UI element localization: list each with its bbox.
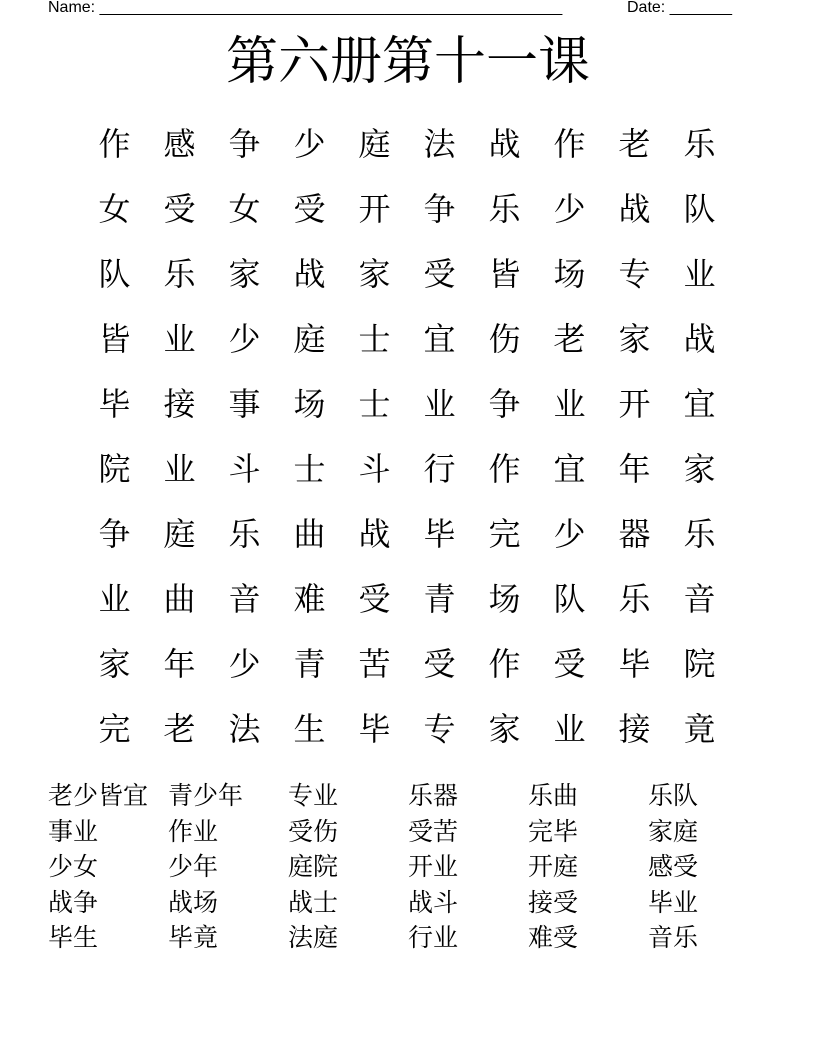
grid-character: 院 <box>98 450 131 488</box>
grid-character: 接 <box>618 710 651 748</box>
vocabulary-word: 老少皆宜 <box>48 781 149 810</box>
vocabulary-word: 家庭 <box>648 816 699 846</box>
name-line: Name: ____________________________________________________ <box>48 0 563 16</box>
grid-character: 业 <box>553 710 586 748</box>
grid-character: 作 <box>488 450 521 488</box>
grid-character: 受 <box>163 190 196 228</box>
page-title: 第六册第十一课 <box>225 32 590 92</box>
vocabulary-word: 作业 <box>168 816 219 846</box>
grid-character: 曲 <box>163 580 196 618</box>
vocabulary-word: 受苦 <box>408 816 459 846</box>
grid-character: 斗 <box>358 450 391 488</box>
vocabulary-word: 事业 <box>48 816 99 846</box>
grid-character: 少 <box>553 515 586 553</box>
grid-character: 家 <box>98 645 131 683</box>
grid-character: 乐 <box>618 580 651 618</box>
grid-character: 宜 <box>683 385 716 423</box>
vocabulary-word: 法庭 <box>288 923 339 952</box>
grid-character: 场 <box>553 255 586 293</box>
grid-character: 少 <box>228 320 261 358</box>
grid-character: 场 <box>488 580 521 618</box>
grid-character: 队 <box>98 255 131 293</box>
grid-character: 作 <box>553 125 586 163</box>
grid-character: 家 <box>618 320 651 358</box>
grid-character: 受 <box>358 580 391 618</box>
grid-character: 苦 <box>358 645 391 683</box>
grid-character: 行 <box>423 450 456 488</box>
grid-character: 业 <box>163 450 196 488</box>
grid-character: 少 <box>228 645 261 683</box>
grid-character: 事 <box>228 385 261 423</box>
vocabulary-word: 庭院 <box>288 852 339 881</box>
grid-character: 生 <box>293 710 326 748</box>
grid-character: 青 <box>293 645 326 683</box>
grid-character: 战 <box>683 320 716 358</box>
grid-character: 法 <box>423 125 456 163</box>
grid-character: 家 <box>228 255 261 293</box>
grid-character: 老 <box>553 320 586 358</box>
grid-character: 完 <box>488 515 521 553</box>
grid-character: 争 <box>488 385 521 423</box>
grid-character: 业 <box>98 580 131 618</box>
grid-character: 毕 <box>358 710 391 748</box>
grid-character: 年 <box>618 450 651 488</box>
grid-character: 院 <box>683 645 716 683</box>
worksheet-header <box>0 0 816 20</box>
grid-character: 乐 <box>163 255 196 293</box>
grid-character: 乐 <box>488 190 521 228</box>
grid-character: 感 <box>163 125 196 163</box>
grid-character: 受 <box>293 190 326 228</box>
grid-character: 接 <box>163 385 196 423</box>
grid-character: 难 <box>293 580 326 618</box>
character-grid <box>82 112 742 762</box>
date-line: Date: _______ <box>627 0 732 16</box>
grid-character: 曲 <box>293 515 326 553</box>
grid-character: 作 <box>98 125 131 163</box>
grid-character: 老 <box>618 125 651 163</box>
grid-character: 斗 <box>228 450 261 488</box>
grid-character: 专 <box>618 255 651 293</box>
grid-character: 队 <box>553 580 586 618</box>
grid-character: 青 <box>423 580 456 618</box>
vocabulary-word: 专业 <box>288 781 339 810</box>
grid-character: 庭 <box>293 320 326 358</box>
grid-character: 老 <box>163 710 196 748</box>
grid-character: 受 <box>553 645 586 683</box>
grid-character: 士 <box>358 320 391 358</box>
grid-character: 宜 <box>423 320 456 358</box>
grid-character: 士 <box>358 385 391 423</box>
grid-character: 争 <box>423 190 456 228</box>
vocabulary-word: 毕业 <box>648 887 699 917</box>
vocabulary-word: 战场 <box>168 887 219 917</box>
vocabulary-word: 感受 <box>648 852 699 881</box>
grid-character: 争 <box>98 515 131 553</box>
grid-character: 乐 <box>683 125 716 163</box>
vocabulary-word: 毕竟 <box>168 923 219 952</box>
grid-character: 开 <box>358 190 391 228</box>
grid-character: 女 <box>98 190 131 228</box>
grid-character: 专 <box>423 710 456 748</box>
grid-character: 受 <box>423 255 456 293</box>
vocabulary-word: 难受 <box>528 923 579 952</box>
vocabulary-word: 受伤 <box>288 816 339 846</box>
vocabulary-word: 少年 <box>168 852 219 881</box>
grid-character: 庭 <box>358 125 391 163</box>
grid-character: 士 <box>293 450 326 488</box>
grid-character: 法 <box>228 710 261 748</box>
vocabulary-word: 接受 <box>528 887 579 917</box>
grid-character: 业 <box>423 385 456 423</box>
grid-character: 战 <box>358 515 391 553</box>
vocabulary-word: 行业 <box>408 923 459 952</box>
grid-character: 战 <box>618 190 651 228</box>
grid-character: 毕 <box>618 645 651 683</box>
grid-character: 竟 <box>683 710 716 748</box>
vocabulary-word: 完毕 <box>528 816 579 846</box>
vocabulary-word: 战斗 <box>408 887 459 917</box>
grid-character: 皆 <box>98 320 131 358</box>
grid-character: 毕 <box>98 385 131 423</box>
grid-character: 音 <box>683 580 716 618</box>
grid-character: 伤 <box>488 320 521 358</box>
grid-character: 家 <box>358 255 391 293</box>
grid-character: 音 <box>228 580 261 618</box>
grid-character: 业 <box>163 320 196 358</box>
vocabulary-word: 乐器 <box>408 781 459 810</box>
grid-character: 家 <box>683 450 716 488</box>
vocabulary-word: 乐队 <box>648 781 699 810</box>
vocabulary-word: 少女 <box>48 852 99 881</box>
grid-character: 队 <box>683 190 716 228</box>
vocabulary-word: 战争 <box>48 887 99 917</box>
grid-character: 乐 <box>228 515 261 553</box>
grid-character: 业 <box>553 385 586 423</box>
grid-character: 器 <box>618 515 651 553</box>
grid-character: 战 <box>293 255 326 293</box>
grid-character: 皆 <box>488 255 521 293</box>
grid-character: 完 <box>98 710 131 748</box>
grid-character: 宜 <box>553 450 586 488</box>
grid-character: 少 <box>553 190 586 228</box>
grid-character: 业 <box>683 255 716 293</box>
grid-character: 年 <box>163 645 196 683</box>
vocabulary-word: 青少年 <box>168 781 244 810</box>
grid-character: 女 <box>228 190 261 228</box>
grid-character: 场 <box>293 385 326 423</box>
grid-character: 开 <box>618 385 651 423</box>
grid-character: 庭 <box>163 515 196 553</box>
vocabulary-word: 开业 <box>408 852 459 881</box>
vocabulary-list <box>48 778 768 956</box>
vocabulary-word: 毕生 <box>48 923 99 952</box>
grid-character: 毕 <box>423 515 456 553</box>
grid-character: 乐 <box>683 515 716 553</box>
vocabulary-word: 音乐 <box>648 923 699 952</box>
grid-character: 家 <box>488 710 521 748</box>
grid-character: 战 <box>488 125 521 163</box>
vocabulary-word: 乐曲 <box>528 781 579 810</box>
grid-character: 受 <box>423 645 456 683</box>
grid-character: 作 <box>488 645 521 683</box>
vocabulary-word: 开庭 <box>528 852 579 881</box>
grid-character: 争 <box>228 125 261 163</box>
vocabulary-word: 战士 <box>288 887 339 917</box>
grid-character: 少 <box>293 125 326 163</box>
